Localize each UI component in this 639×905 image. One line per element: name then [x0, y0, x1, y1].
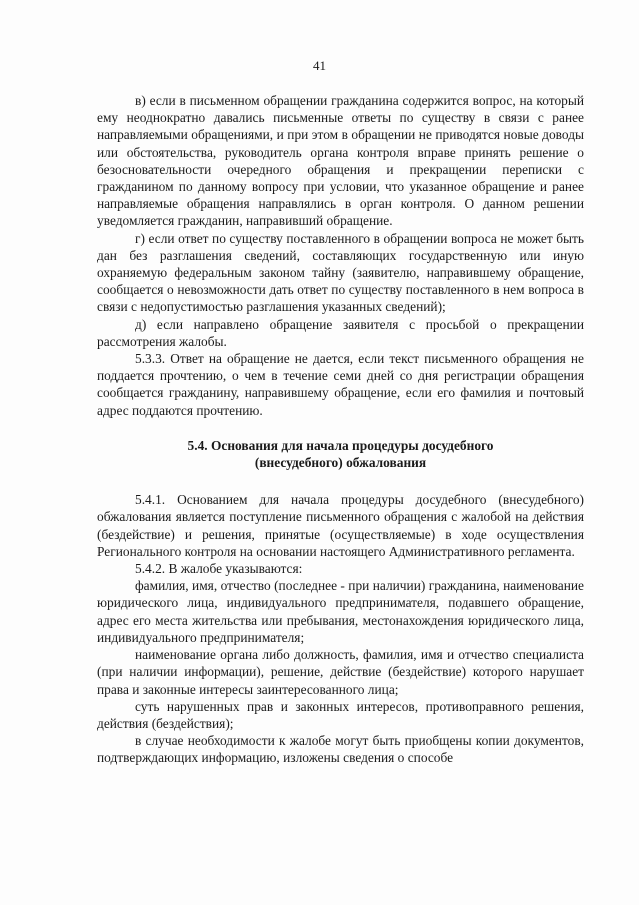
paragraph-attached-documents: в случае необходимости к жалобе могут быть приобщены копии документов, подтверждающих информацию, изложены сведения о способе	[97, 733, 584, 766]
section-heading-line-1: 5.4. Основания для начала процедуры досудебного	[187, 437, 494, 453]
paragraph-5-3-3: 5.3.3. Ответ на обращение не дается, если текст письменного обращения не поддается прочтению, о чем в течение семи дней со дня регистрации обращения сообщается гражданину, направившему обращение, если его фамилия и почтовый адрес поддаются прочтению.	[97, 351, 584, 418]
section-heading-5-4	[97, 437, 584, 471]
page-number: 41	[313, 58, 326, 73]
document-body	[97, 92, 584, 767]
paragraph-d: д) если направлено обращение заявителя с просьбой о прекращении рассмотрения жалобы.	[97, 316, 584, 349]
paragraph-5-4-1: 5.4.1. Основанием для начала процедуры досудебного (внесудебного) обжалования является поступление письменного обращения с жалобой на действия (бездействие) и решения, принятые (осуществляемые) в ходе осуществления Регионального контроля на основании настоящего Административного регламента.	[97, 492, 584, 559]
section-heading-line-2: (внесудебного) обжалования	[254, 455, 427, 471]
paragraph-violated-rights: суть нарушенных прав и законных интересов, противоправного решения, действия (бездействия);	[97, 698, 584, 731]
paragraph-v: в) если в письменном обращении гражданина содержится вопрос, на который ему неоднократно давались письменные ответы по существу в связи с ранее направляемыми обращениями, и при этом в обращении не приводятся новые доводы или обстоятельства, руководитель органа контроля вправе принять решение о безосновательности очередного обращения и прекращении переписки с гражданином по данному вопросу при условии, что указанное обращение и ранее направляемые обращения направлялись в орган контроля. О данном решении уведомляется гражданин, направивший обращение.	[97, 93, 584, 229]
paragraph-5-4-2: 5.4.2. В жалобе указываются:	[135, 561, 303, 577]
paragraph-g: г) если ответ по существу поставленного в обращении вопроса не может быть дан без разглашения сведений, составляющих государственную или иную охраняемую федеральным законом тайну (заявителю, направившему обращение, сообщается о невозможности дать ответ по существу поставленного в нем вопроса в связи с недопустимостью разглашения указанных сведений);	[97, 230, 584, 315]
paragraph-applicant-name: фамилия, имя, отчество (последнее - при наличии) гражданина, наименование юридического лица, индивидуального предпринимателя, подавшего обращение, адрес его места жительства или пребывания, местонахождения юридического лица, индивидуального предпринимателя;	[97, 578, 584, 645]
paragraph-authority-name: наименование органа либо должность, фамилия, имя и отчество специалиста (при наличии информации), решение, действие (бездействие) которого нарушает права и законные интересы заинтересованного лица;	[97, 647, 584, 697]
